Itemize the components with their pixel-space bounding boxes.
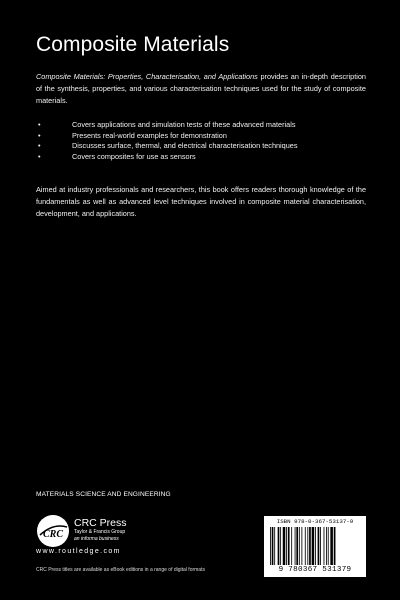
intro-text: provides an in-depth description of the synthesis, properties, and various characterisation techniques used for the study of composite materials.	[36, 72, 366, 105]
barcode-box	[264, 516, 366, 577]
isbn-text: ISBN 978-0-367-53137-9	[276, 518, 354, 525]
cover-title: Composite Materials	[36, 33, 230, 56]
feature-item	[36, 120, 366, 131]
barcode-digits: 9 780367 531379	[278, 566, 352, 574]
feature-item	[36, 152, 366, 163]
publisher-url: www.routledge.com	[36, 548, 121, 555]
bullet-icon: •	[38, 130, 41, 140]
feature-text: Covers applications and simulation tests of these advanced materials	[72, 120, 296, 129]
publisher-group: Taylor & Francis Group	[74, 529, 126, 535]
formats-note: CRC Press titles are available as eBook editions in a range of digital formats	[36, 567, 205, 573]
publisher-block	[74, 518, 127, 542]
bullet-icon: •	[38, 151, 41, 161]
crc-press-logo-icon	[36, 514, 70, 548]
subject-category: MATERIALS SCIENCE AND ENGINEERING	[36, 491, 171, 498]
book-title-italic: Composite Materials: Properties, Characterisation, and Applications	[36, 72, 258, 81]
bullet-icon: •	[38, 120, 41, 129]
logo-text: CRC	[42, 529, 64, 540]
audience-paragraph: Aimed at industry professionals and researchers, this book offers readers thorough knowledge of the fundamentals as well as advanced level techniques involved in composite material characterisation, development, and applications.	[36, 185, 366, 218]
feature-text: Discusses surface, thermal, and electrical characterisation techniques	[72, 141, 298, 150]
feature-text: Presents real-world examples for demonstration	[72, 130, 227, 140]
feature-text: Covers composites for use as sensors	[72, 151, 196, 161]
barcode-icon	[270, 527, 360, 565]
intro-paragraph	[36, 71, 366, 107]
feature-item	[36, 131, 366, 142]
bullet-icon: •	[38, 141, 41, 150]
publisher-name: CRC Press	[74, 517, 127, 529]
feature-list	[36, 120, 366, 162]
feature-item	[36, 141, 366, 152]
publisher-tagline: an informa business	[74, 535, 119, 542]
